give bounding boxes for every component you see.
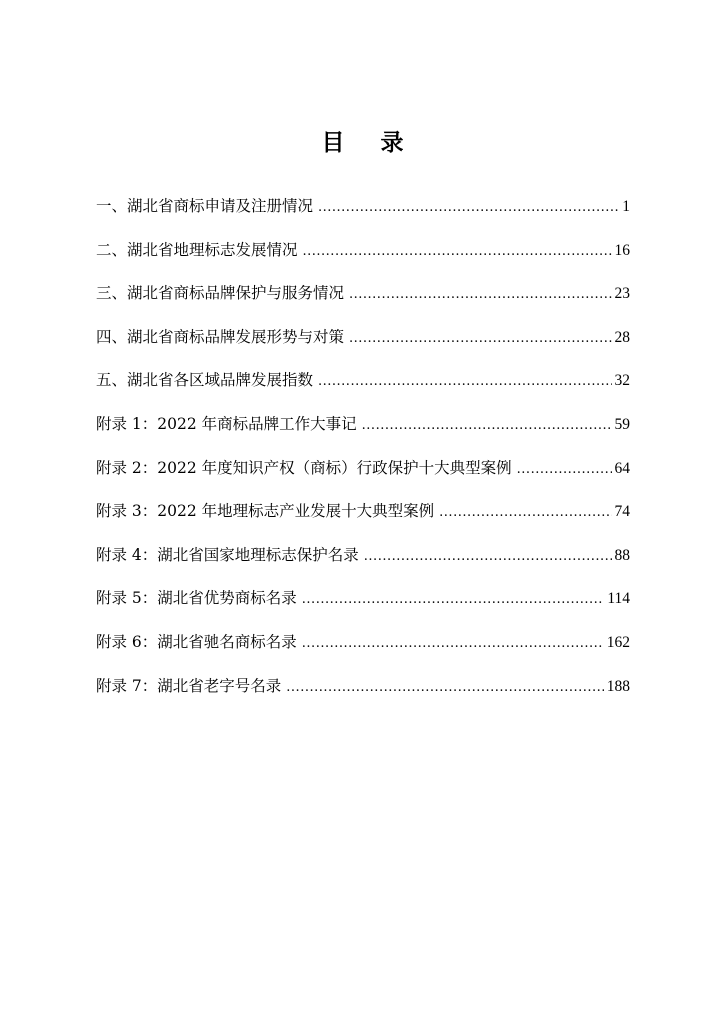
toc-entry-label: 附录 5：湖北省优势商标名录: [96, 589, 297, 608]
toc-entry-page: 64: [614, 459, 630, 477]
toc-leader-dots: [318, 374, 611, 389]
toc-entry-page: 88: [614, 546, 630, 564]
toc-entry-label: 五、湖北省各区域品牌发展指数: [96, 371, 314, 390]
page-title: 目 录: [321, 130, 418, 156]
toc-leader-dots: [302, 636, 604, 651]
toc-entry[interactable]: [96, 238, 630, 282]
toc-entry[interactable]: [96, 586, 630, 630]
toc-entry-page: 23: [614, 285, 630, 303]
toc-entry-page: 162: [606, 633, 630, 651]
toc-leader-dots: [517, 462, 612, 477]
toc-entry-label: 附录 7：湖北省老字号名录: [96, 676, 282, 695]
toc-leader-dots: [303, 244, 612, 259]
toc-leader-dots: [439, 505, 611, 520]
toc-entry-page: 59: [614, 415, 630, 433]
toc-leader-dots: [302, 592, 605, 607]
toc-entry-label: 附录 2：2022 年度知识产权（商标）行政保护十大典型案例: [96, 458, 512, 477]
toc-entry-label: 三、湖北省商标品牌保护与服务情况: [96, 284, 345, 303]
toc-entry[interactable]: [96, 543, 630, 587]
toc-entry-page: 188: [606, 677, 630, 695]
toc-leader-dots: [362, 418, 612, 433]
toc-entry[interactable]: [96, 456, 630, 500]
toc-leader-dots: [349, 331, 611, 346]
toc-leader-dots: [318, 200, 619, 215]
toc-entry[interactable]: [96, 499, 630, 543]
toc-entry-page: 74: [614, 503, 630, 521]
toc-entry[interactable]: [96, 674, 630, 718]
toc-entry[interactable]: [96, 194, 630, 238]
toc-entry[interactable]: [96, 412, 630, 456]
toc-entry-page: 32: [614, 372, 630, 390]
toc-entry-label: 二、湖北省地理标志发展情况: [96, 240, 298, 259]
toc-entry[interactable]: [96, 325, 630, 369]
toc-entry[interactable]: [96, 368, 630, 412]
toc-entry-label: 一、湖北省商标申请及注册情况: [96, 197, 314, 215]
table-of-contents: [96, 194, 630, 717]
toc-entry-label: 附录 6：湖北省驰名商标名录: [96, 632, 297, 651]
toc-entry-page: 28: [614, 328, 630, 346]
toc-entry-label: 四、湖北省商标品牌发展形势与对策: [96, 327, 345, 346]
toc-entry-label: 附录 1：2022 年商标品牌工作大事记: [96, 414, 357, 433]
toc-entry[interactable]: [96, 630, 630, 674]
toc-entry-label: 附录 3：2022 年地理标志产业发展十大典型案例: [96, 502, 435, 521]
toc-leader-dots: [364, 549, 612, 564]
toc-entry[interactable]: [96, 281, 630, 325]
toc-entry-page: 1: [622, 198, 630, 215]
toc-entry-label: 附录 4：湖北省国家地理标志保护名录: [96, 545, 359, 564]
toc-entry-page: 16: [614, 241, 630, 259]
toc-leader-dots: [349, 287, 611, 302]
toc-entry-page: 114: [607, 590, 630, 608]
toc-leader-dots: [286, 680, 603, 695]
